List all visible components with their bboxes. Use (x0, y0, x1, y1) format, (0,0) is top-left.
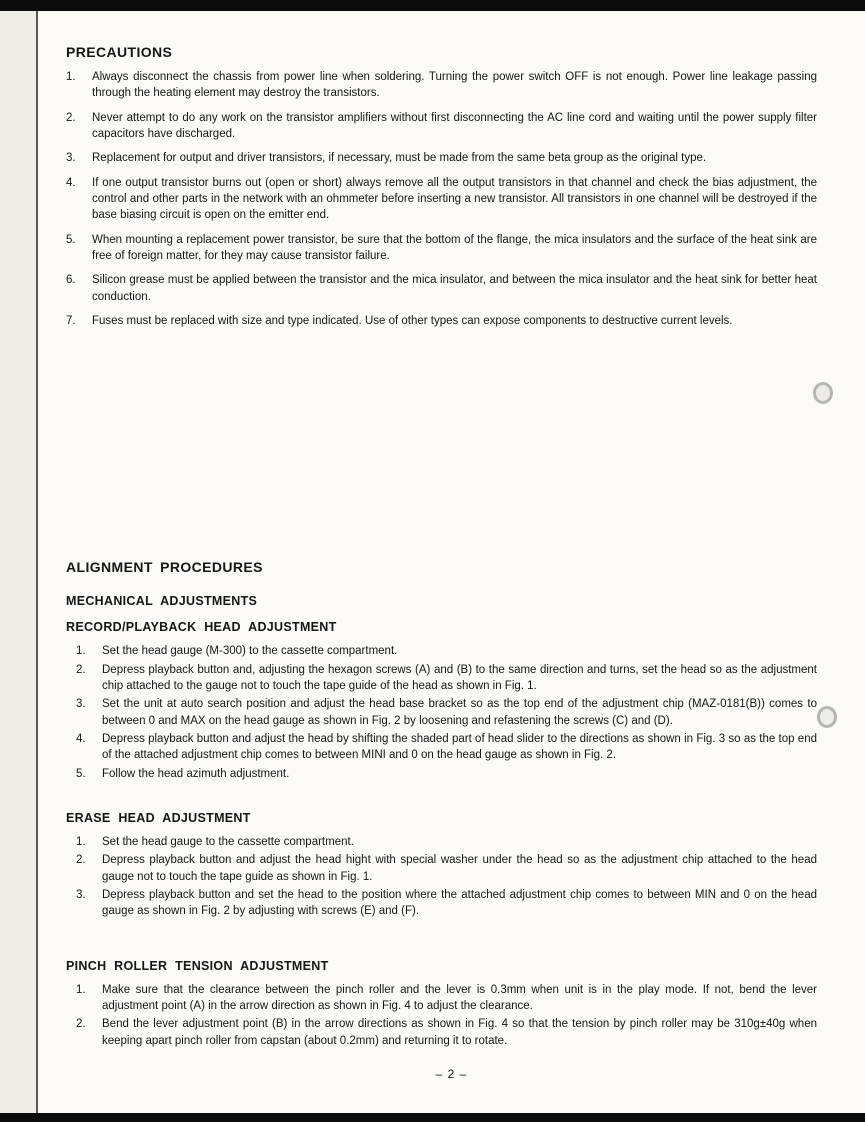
list-item-number: 1. (76, 645, 86, 658)
list-item-number: 4. (66, 176, 76, 189)
list-item-text: Follow the head azimuth adjustment. (102, 767, 290, 780)
list-item (76, 982, 817, 1015)
list-item-number: 6. (66, 274, 76, 287)
list-item-text: If one output transistor burns out (open or short) always remove all the output transistors in that channel and check the bias adjustment, the control and other parts in the network with an ohmmeter before inserting a new transistor. All transistors in one channel will be destroyed if the base biasing circuit is open on the emitter end. (92, 176, 817, 222)
list-item (76, 887, 817, 920)
list-item-number: 5. (66, 233, 76, 246)
section-gap (66, 922, 817, 959)
document-page (38, 11, 865, 1113)
list-item-number: 7. (66, 314, 76, 327)
list-item-text: Set the unit at auto search position and adjust the head base bracket so as the top end of the adjustment chip (MAZ-0181(B)) comes to between 0 and MAX on the head gauge as shown in Fig. 2 by loosening and refastening the screws (C) and (D). (102, 698, 817, 727)
section-gap (66, 337, 817, 559)
list-item (76, 731, 817, 764)
record-playback-list (66, 643, 817, 782)
list-item-number: 1. (66, 71, 76, 83)
scan-border-top (0, 0, 865, 11)
list-item-number: 2. (76, 663, 86, 676)
list-item (76, 852, 817, 885)
list-item-text: Replacement for output and driver transistors, if necessary, must be made from the same beta group as the original type. (92, 152, 707, 165)
list-item (76, 766, 817, 782)
list-item-number: 3. (76, 888, 86, 901)
list-item-text: Set the head gauge to the cassette compartment. (102, 835, 354, 848)
list-item-text: Bend the lever adjustment point (B) in the arrow directions as shown in Fig. 4 so that the tension by pinch roller may be 310g±40g when keeping apart pinch roller from capstan (about 0.2mm) and returning it to rotate. (102, 1018, 817, 1047)
list-item-text: Always disconnect the chassis from power line when soldering. Turning the power switch OFF is not enough. Power line leakage passing through the heating element may destroy the transistors. (92, 71, 817, 100)
list-item-text: Fuses must be replaced with size and type indicated. Use of other types can expose components to destructive current levels. (92, 314, 733, 327)
list-item (76, 643, 817, 659)
scan-border-bottom (0, 1113, 865, 1122)
list-item-text: Set the head gauge (M-300) to the cassette compartment. (102, 645, 398, 658)
list-item-text: Depress playback button and set the head to the position where the attached adjustment chip comes to between MIN and 0 on the head gauge as shown in Fig. 2 by adjusting with screws (E) and (F). (102, 888, 817, 918)
list-item-text: Depress playback button and adjust the head hight with special washer under the head so as the adjustment chip attached to the head gauge not to touch the tape guide as shown in Fig. 1. (102, 854, 817, 883)
heading-gap (66, 608, 817, 620)
heading-gap (66, 575, 817, 594)
list-item (66, 150, 817, 166)
list-item (66, 175, 817, 224)
scan-artifact-blob (817, 706, 837, 728)
list-item-number: 3. (66, 152, 76, 165)
precautions-heading: PRECAUTIONS (66, 44, 173, 60)
page-number: – 2 – (435, 1067, 468, 1081)
list-item (66, 69, 817, 102)
list-item (76, 834, 817, 850)
list-item (66, 110, 817, 143)
precautions-list (66, 69, 817, 329)
scan-artifact-blob (813, 382, 833, 404)
list-item-text: Make sure that the clearance between the pinch roller and the lever is 0.3mm when unit is in the play mode. If not, bend the lever adjustment point (A) in the arrow direction as shown in Fig. 4 to adjust the clearance. (102, 983, 817, 1012)
pinch-roller-list (66, 982, 817, 1049)
alignment-procedures-heading: ALIGNMENT PROCEDURES (66, 559, 263, 576)
list-item (66, 232, 817, 265)
list-item-number: 3. (76, 698, 86, 711)
list-item-number: 2. (76, 1018, 86, 1031)
list-item-number: 2. (66, 111, 76, 124)
list-item (66, 313, 817, 329)
list-item-text: Never attempt to do any work on the transistor amplifiers without first disconnecting the AC line cord and waiting until the power supply filter capacitors have discharged. (92, 111, 817, 140)
list-item-number: 4. (76, 732, 86, 745)
list-item-text: Depress playback button and, adjusting the hexagon screws (A) and (B) to the same direction and turns, set the head so as the adjustment chip attached to the gauge not to touch the tape guide of the head as shown in Fig. 1. (102, 663, 817, 692)
mechanical-adjustments-heading: MECHANICAL ADJUSTMENTS (66, 594, 258, 609)
list-item-number: 5. (76, 767, 86, 780)
list-item (76, 662, 817, 695)
list-item (66, 272, 817, 305)
list-item-text: Depress playback button and adjust the head by shifting the shaded part of head slider to the directions as shown in Fig. 3 so as the top end of the attached adjustment chip comes to between MINI and 0 on the head gauge as shown in Fig. 2. (102, 732, 817, 762)
section-gap (66, 784, 817, 811)
list-item-text: When mounting a replacement power transistor, be sure that the bottom of the flange, the mica insulators and the surface of the heat sink are free of foreign matter, for they may cause transistor failure. (92, 233, 817, 262)
list-item-number: 2. (76, 854, 86, 867)
list-item-text: Silicon grease must be applied between the transistor and the mica insulator, and between the mica insulator and the heat sink for better heat conduction. (92, 274, 817, 303)
list-item-number: 1. (76, 983, 86, 996)
list-item (76, 696, 817, 729)
erase-head-adjustment-heading: ERASE HEAD ADJUSTMENT (66, 810, 251, 825)
list-item (76, 1016, 817, 1049)
list-item-number: 1. (76, 835, 86, 848)
erase-head-list (66, 834, 817, 920)
pinch-roller-tension-adjustment-heading: PINCH ROLLER TENSION ADJUSTMENT (66, 958, 329, 973)
record-playback-head-adjustment-heading: RECORD/PLAYBACK HEAD ADJUSTMENT (66, 620, 337, 635)
